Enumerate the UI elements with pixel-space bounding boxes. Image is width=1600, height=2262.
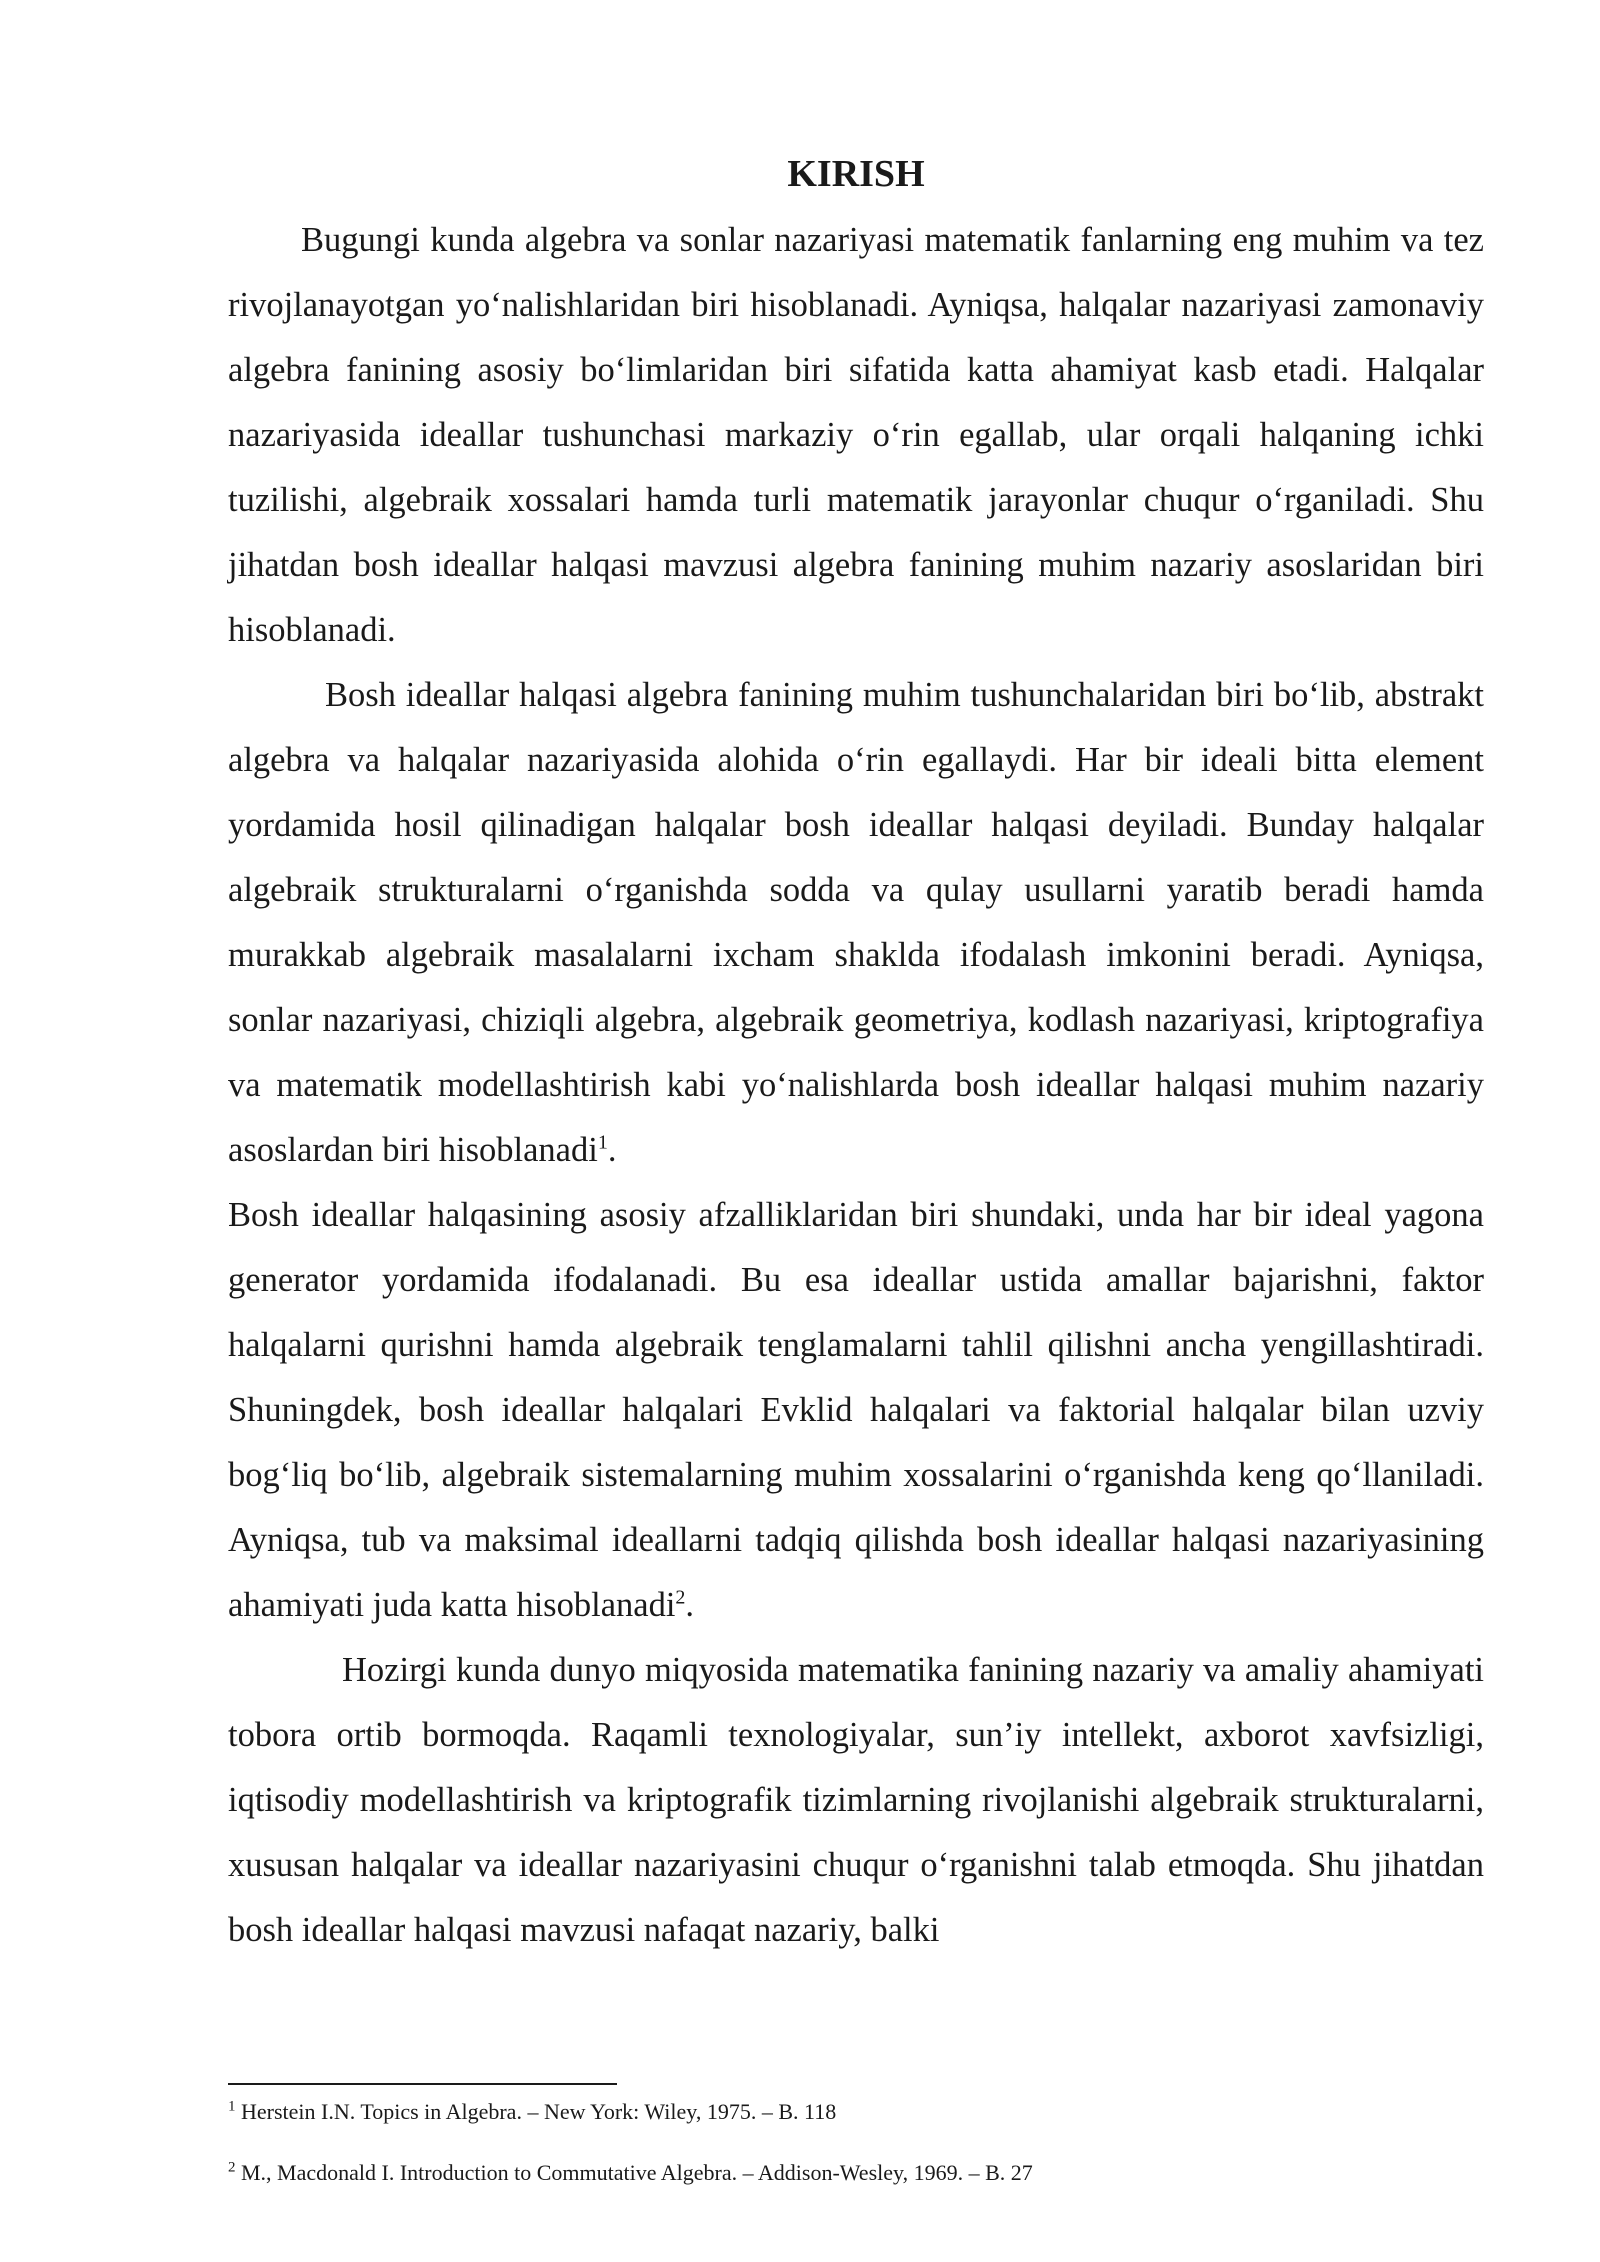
paragraph-3 [228, 1183, 1484, 1638]
paragraph-4-text: Hozirgi kunda dunyo miqyosida matematika fanining nazariy va amaliy ahamiyati tobora ortib bormoqda. Raqamli texnologiyalar, sun’iy intellekt, axborot xavfsizligi, iqtisodiy modellashtirish va kriptografik tizimlarning rivojlanishi algebraik strukturalarni, xususan halqalar va ideallar nazariyasini chuqur o‘rganishni talab etmoqda. Shu jihatdan bosh ideallar halqasi mavzusi nafaqat nazariy, balki [228, 1651, 1484, 1949]
paragraph-2-text: Bosh ideallar halqasi algebra fanining muhim tushunchalaridan biri bo‘lib, abstrakt algebra va halqalar nazariyasida alohida o‘rin egallaydi. Har bir ideali bitta element yordamida hosil qilinadigan halqalar bosh ideallar halqasi deyiladi. Bunday halqalar algebraik strukturalarni o‘rganishda sodda va qulay usullarni yaratib beradi hamda murakkab algebraik masalalarni ixcham shaklda ifodalash imkonini beradi. Ayniqsa, sonlar nazariyasi, chiziqli algebra, algebraik geometriya, kodlash nazariyasi, kriptografiya va matematik modellashtirish kabi yo‘nalishlarda bosh ideallar halqasi muhim nazariy asoslardan biri hisoblanadi [228, 676, 1484, 1169]
document-body [228, 208, 1484, 1963]
paragraph-1 [228, 208, 1484, 663]
paragraph-2-end: . [607, 1131, 617, 1169]
footnote-2 [228, 2159, 1484, 2187]
footnote-ref-1[interactable]: 1 [597, 1131, 608, 1154]
footnote-separator [228, 2083, 617, 2085]
paragraph-1-text: Bugungi kunda algebra va sonlar nazariyasi matematik fanlarning eng muhim va tez rivojlanayotgan yo‘nalishlaridan biri hisoblanadi. Ayniqsa, halqalar nazariyasi zamonaviy algebra fanining asosiy bo‘limlaridan biri sifatida katta ahamiyat kasb etadi. Halqalar nazariyasida ideallar tushunchasi markaziy o‘rin egallab, ular orqali halqaning ichki tuzilishi, algebraik xossalari hamda turli matematik jarayonlar chuqur o‘rganiladi. Shu jihatdan bosh ideallar halqasi mavzusi algebra fanining muhim nazariy asoslaridan biri hisoblanadi. [228, 221, 1484, 649]
footnote-ref-2[interactable]: 2 [675, 1586, 686, 1609]
paragraph-3-text: Bosh ideallar halqasining asosiy afzalliklaridan biri shundaki, unda har bir ideal yagona generator yordamida ifodalanadi. Bu esa ideallar ustida amallar bajarishni, faktor halqalarni qurishni hamda algebraik tenglamalarni tahlil qilishni ancha yengillashtiradi. Shuningdek, bosh ideallar halqalari Evklid halqalari va faktorial halqalar bilan uzviy bog‘liq bo‘lib, algebraik sistemalarning muhim xossalarini o‘rganishda keng qo‘llaniladi. Ayniqsa, tub va maksimal ideallarni tadqiq qilishda bosh ideallar halqasi nazariyasining ahamiyati juda katta hisoblanadi [228, 1196, 1484, 1624]
footnote-1-mark: 1 [228, 2098, 236, 2115]
footnote-2-mark: 2 [228, 2159, 236, 2176]
footnote-1 [228, 2098, 1484, 2126]
paragraph-3-end: . [685, 1586, 695, 1624]
footnote-1-text: Herstein I.N. Topics in Algebra. – New York: Wiley, 1975. – B. 118 [241, 2099, 837, 2124]
paragraph-4 [228, 1638, 1484, 1963]
paragraph-2 [228, 663, 1484, 1183]
page-title: KIRISH [787, 153, 925, 195]
footnote-2-text: M., Macdonald I. Introduction to Commutative Algebra. – Addison-Wesley, 1969. – B. 27 [241, 2160, 1033, 2185]
